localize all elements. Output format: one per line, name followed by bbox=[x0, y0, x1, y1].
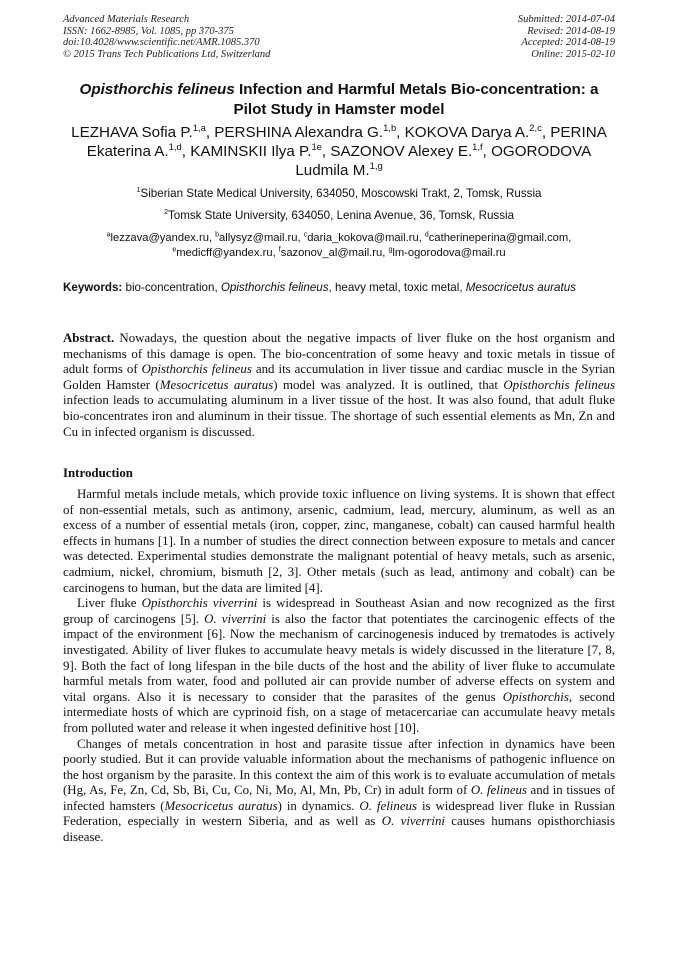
affiliation-marker: 1 bbox=[136, 185, 141, 195]
author-affiliation-marker: 1,b bbox=[383, 121, 397, 133]
text-run: Nowadays, the question about the negative impacts of liver fluke on the host organism and mechanisms of this damage is open. The bio-concentration of some heavy and toxic metals in tissue of adult forms of bbox=[63, 331, 615, 377]
revised-date: Revised: 2014-08-19 bbox=[527, 25, 615, 37]
paragraph bbox=[63, 487, 615, 596]
text-run: bio-concentration, bbox=[122, 281, 221, 294]
email-address: catherineperina@gmail.com bbox=[428, 232, 569, 244]
italic-term: Mesocricetus auratus bbox=[465, 281, 576, 294]
italic-term: Opisthorchis felineus bbox=[141, 362, 252, 377]
author-separator: , bbox=[181, 143, 191, 160]
keywords bbox=[63, 281, 615, 295]
title-rest: Infection and Harmful Metals Bio-concentration: a Pilot Study in Hamster model bbox=[233, 81, 599, 118]
email-marker: e bbox=[172, 245, 177, 253]
italic-term: Opisthorchis felineus bbox=[503, 377, 616, 392]
doi: doi:10.4028/www.scientific.net/AMR.1085.370 bbox=[63, 37, 260, 49]
paragraph bbox=[63, 596, 615, 736]
author-affiliation-marker: 2,c bbox=[529, 121, 542, 133]
email-marker: g bbox=[388, 245, 393, 253]
email-address: lezzava@yandex.ru bbox=[110, 232, 209, 244]
email-address: allysyz@mail.ru bbox=[219, 232, 298, 244]
paper-title bbox=[63, 80, 615, 119]
keywords-label: Keywords: bbox=[63, 281, 123, 294]
email-separator: , bbox=[297, 232, 304, 244]
accepted-date: Accepted: 2014-08-19 bbox=[521, 37, 615, 49]
author-separator: , bbox=[482, 143, 492, 160]
italic-term: Opisthorchis viverrini bbox=[141, 596, 258, 611]
email-marker: d bbox=[424, 231, 429, 239]
author bbox=[190, 140, 331, 160]
text-run: , second intermediate hosts of which are cyprinoid fish, on a stage of metacercariae can accumulate heavy metals from polluted water and release it when ingested definitive host [10]. bbox=[63, 689, 615, 735]
author-emails bbox=[63, 231, 615, 260]
author-separator: , bbox=[541, 124, 551, 141]
italic-term: O. felineus bbox=[470, 783, 527, 798]
text-run: is widespread in Southeast Asian and now recognized as the first group of carcinogens [5]. bbox=[63, 596, 615, 626]
author-affiliation-marker: 1,g bbox=[369, 159, 383, 171]
section-heading-introduction: Introduction bbox=[63, 466, 133, 480]
email-address: daria_kokova@mail.ru bbox=[307, 232, 419, 244]
text-run: is also the factor that potentiates the carcinogenic effects of the impact of the environment [6]. Now the mechanism of carcinogenesis induced by trematodes is actively investigated. Ability of liver flukes to accumulate heavy metals is widely discussed in the literature [7, 8, 9]. Both the fact of long lifespan in the bile ducts of the host and the ability of liver fluke to accumulate harmful metals from water, food and polluted air can provide number of adverse effects on system and vital organs. Also it is necessary to consider that the parasites of the genus bbox=[63, 611, 615, 704]
text-run: Liver fluke bbox=[77, 596, 142, 611]
italic-term: Mesocricetus auratus bbox=[159, 377, 274, 392]
email-address: sazonov_al@mail.ru bbox=[280, 246, 383, 259]
title-species: Opisthorchis felineus bbox=[79, 81, 235, 98]
author-separator: , bbox=[321, 143, 331, 160]
paragraph bbox=[63, 737, 615, 846]
affiliation-text: Tomsk State University, 634050, Lenina Avenue, 36, Tomsk, Russia bbox=[167, 209, 515, 222]
affiliation-1 bbox=[63, 187, 615, 201]
email-marker: b bbox=[215, 231, 220, 239]
italic-term: O. viverrini bbox=[381, 814, 445, 829]
author bbox=[71, 121, 215, 141]
email-separator: , bbox=[208, 232, 216, 244]
publication-dates bbox=[518, 14, 615, 60]
author-name: OGORODOVA Ludmila M. bbox=[295, 143, 592, 179]
journal-info bbox=[63, 14, 270, 60]
email-address: lm-ogorodova@mail.ru bbox=[392, 246, 506, 259]
introduction-body bbox=[63, 487, 615, 846]
italic-term: O. viverrini bbox=[204, 611, 267, 626]
author-name: KOKOVA Darya A. bbox=[404, 124, 530, 141]
text-run: infection leads to accumulating aluminum in a liver tissue of the host. It was also found, that adult fluke bio-concentrates iron and aluminum in their tissue. The shortage of such essential elements as Mn, Zn and Cu in infected organism is discussed. bbox=[63, 393, 615, 439]
author-name: SAZONOV Alexey E. bbox=[330, 143, 473, 160]
email-marker: a bbox=[106, 231, 111, 239]
author-separator: , bbox=[396, 124, 405, 141]
text-run: , heavy metal, toxic metal, bbox=[328, 281, 466, 294]
email-separator: , bbox=[272, 246, 279, 259]
author-affiliation-marker: 1,f bbox=[472, 140, 483, 152]
author bbox=[214, 121, 405, 141]
email-separator: , bbox=[418, 232, 425, 244]
author bbox=[404, 121, 551, 141]
italic-term: Mesocricetus auratus bbox=[164, 798, 278, 813]
issn-volume: ISSN: 1662-8985, Vol. 1085, pp 370-375 bbox=[63, 25, 234, 37]
italic-term: O. felineus bbox=[359, 798, 417, 813]
affiliation-text: Siberian State Medical University, 634050, Moscowski Trakt, 2, Tomsk, Russia bbox=[140, 187, 542, 200]
author-separator: , bbox=[205, 124, 215, 141]
abstract-label: Abstract. bbox=[63, 331, 115, 345]
author-name: LEZHAVA Sofia P. bbox=[71, 124, 193, 141]
author-affiliation-marker: 1,d bbox=[168, 140, 182, 152]
text-run: Changes of metals concentration in host and parasite tissue after infection in dynamics have been poorly studied. But it can provide valuable information about the mechanisms of pathogenic influence on the host organism by the parasite. In this context the aim of this work is to evaluate accumulation of metals (Hg, As, Fe, Zn, Cd, Sb, Bi, Cu, Co, Ni, Mo, Al, Mn, Pb, Cr) in adult form of bbox=[63, 736, 615, 798]
text-run: causes humans opisthorchiasis disease. bbox=[63, 814, 615, 845]
email-marker: c bbox=[303, 231, 308, 239]
submitted-date: Submitted: 2014-07-04 bbox=[517, 14, 615, 25]
text-run: and in tissues of infected hamsters ( bbox=[63, 783, 615, 813]
author-list bbox=[63, 123, 615, 180]
text-run: and its accumulation in liver tissue and cardiac muscle in the Syrian Golden Hamster ( bbox=[63, 362, 615, 392]
text-run: ) in dynamics. bbox=[277, 798, 360, 813]
journal-name: Advanced Materials Research bbox=[63, 14, 190, 25]
email-marker: f bbox=[278, 245, 281, 253]
author bbox=[330, 140, 492, 160]
author-affiliation-marker: 1e bbox=[311, 140, 322, 152]
abstract bbox=[63, 331, 615, 440]
email-separator: , bbox=[382, 246, 389, 259]
email-separator: , bbox=[568, 232, 572, 244]
italic-term: Opisthorchis felineus bbox=[220, 281, 329, 294]
author-name: PERSHINA Alexandra G. bbox=[214, 124, 384, 141]
copyright: © 2015 Trans Tech Publications Ltd, Switzerland bbox=[63, 48, 271, 60]
author-name: KAMINSKII Ilya P. bbox=[190, 143, 312, 160]
text-run: Harmful metals include metals, which provide toxic influence on living systems. It is shown that effect of non-essential metals, such as antimony, arsenic, cadmium, lead, mercury, aluminum, as well as an excess of a number of essential metals (iron, copper, zinc, manganese, cobalt) can caused harmful health effects in humans [1]. In a number of studies the direct connection between exposure to metals and cancer was detected. Experimental studies demonstrate the malignant potential of heavy metals, such as arsenic, cadmium, nickel, chromium, bismuth [2, 3]. Other metals (such as lead, antimony and cobalt) can be carcinogens to human, but the data are limited [4]. bbox=[63, 487, 615, 595]
author-affiliation-marker: 1,a bbox=[192, 121, 206, 133]
text-run: is widespread liver fluke in Russian Federation, especially in western Siberia, and as well as bbox=[63, 798, 615, 829]
affiliation-2 bbox=[63, 209, 615, 223]
text-run: ) model was analyzed. It is outlined, that bbox=[273, 377, 504, 392]
email-address: medicff@yandex.ru bbox=[176, 246, 273, 259]
online-date: Online: 2015-02-10 bbox=[531, 48, 615, 60]
italic-term: Opisthorchis bbox=[502, 689, 569, 704]
affiliation-marker: 2 bbox=[163, 207, 168, 217]
author-name: PERINA Ekaterina A. bbox=[86, 124, 607, 160]
